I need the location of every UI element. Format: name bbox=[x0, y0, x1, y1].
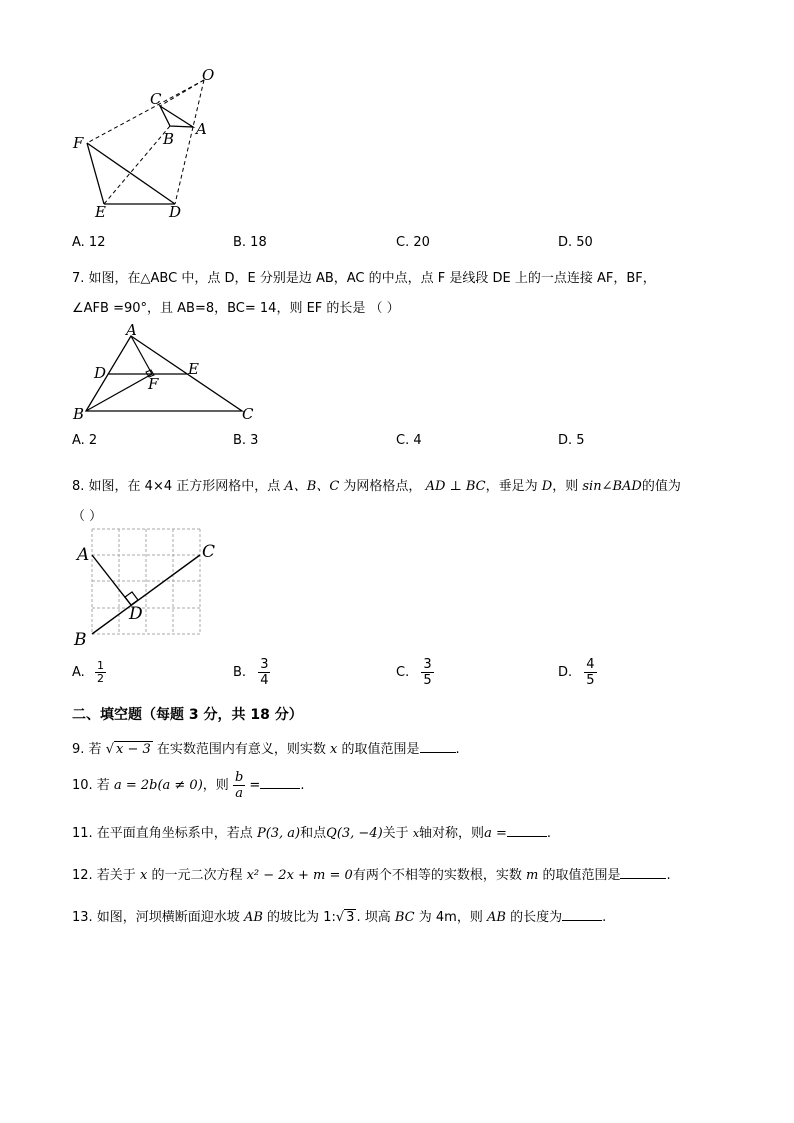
q6-line-FE bbox=[87, 143, 104, 204]
q8-option-d-fraction bbox=[584, 657, 596, 688]
q8-option-b-fraction bbox=[258, 657, 270, 688]
q8-option-c bbox=[396, 657, 434, 688]
q6-label-B: B bbox=[163, 130, 175, 148]
q8-option-a-den: 2 bbox=[96, 672, 104, 685]
q13-sqrt-sign: √ bbox=[335, 910, 345, 925]
q11-text bbox=[72, 822, 551, 841]
q7-option-b: B. 3 bbox=[233, 433, 259, 448]
q10-end: . bbox=[300, 778, 305, 793]
q13-end: . bbox=[602, 910, 607, 925]
q9-answer-blank[interactable] bbox=[420, 752, 456, 753]
q9-sqrt-sign: √ bbox=[105, 742, 114, 757]
q13-value: 4m bbox=[435, 910, 457, 925]
q10-text bbox=[72, 770, 304, 801]
q6-label-D: D bbox=[169, 203, 182, 221]
q8-text-a: 如图，在 4×4 正方形网格中，点 bbox=[88, 479, 281, 494]
q8-points: A、B、C bbox=[284, 479, 340, 494]
q6-label-C: C bbox=[150, 90, 162, 108]
q13-answer-blank[interactable] bbox=[562, 920, 602, 921]
q8-option-d-num: 4 bbox=[586, 657, 595, 672]
q11-end: . bbox=[546, 826, 551, 841]
q13-text-b: . 坝高 bbox=[356, 910, 391, 925]
q13-text bbox=[72, 906, 606, 925]
q10-answer-blank[interactable] bbox=[260, 788, 300, 789]
q12-answer-blank[interactable] bbox=[620, 878, 666, 879]
q6-label-E: E bbox=[95, 203, 106, 221]
q8-point-d: D bbox=[541, 479, 553, 494]
q8-option-c-num: 3 bbox=[423, 657, 432, 672]
q12-text-b: 有两个不相等的实数根，实数 bbox=[352, 868, 522, 883]
q12-var-x: x bbox=[139, 868, 148, 883]
q12-text-c: 的取值范围是 bbox=[542, 868, 621, 883]
q6-line-OF bbox=[87, 80, 204, 143]
q13-text-a: 的坡比为 bbox=[267, 910, 320, 925]
q8-option-d bbox=[558, 657, 597, 688]
q7-line-AF bbox=[131, 336, 152, 374]
q12-number: 12. 若关于 bbox=[72, 868, 136, 883]
q8-option-c-fraction bbox=[421, 657, 433, 688]
q7-label-C: C bbox=[242, 405, 254, 423]
q8-text-e: 的值为 bbox=[641, 479, 681, 494]
q6-line-FD bbox=[87, 143, 175, 204]
q12-end: . bbox=[666, 868, 671, 883]
q11-var-x: x bbox=[412, 827, 420, 840]
q6-line-OD bbox=[175, 127, 193, 204]
q7-label-B: B bbox=[73, 405, 85, 423]
q6-label-O: O bbox=[202, 66, 215, 84]
q8-option-b-den: 4 bbox=[260, 673, 269, 688]
q6-line-BE bbox=[104, 126, 170, 204]
q7-option-d: D. 5 bbox=[558, 433, 585, 448]
q9-end: . bbox=[455, 742, 460, 757]
q8-text-line1 bbox=[72, 475, 681, 494]
q13-text-c: 为 bbox=[418, 910, 432, 925]
q11-text-a: 和点 bbox=[300, 826, 327, 841]
q13-number: 13. 如图，河坝横断面迎水坡 bbox=[72, 910, 240, 925]
q12-var-m: m bbox=[525, 868, 539, 883]
q9-var-x: x bbox=[330, 742, 338, 757]
q10-eq: = bbox=[249, 778, 261, 793]
q7-option-a: A. 2 bbox=[72, 433, 98, 448]
q11-number: 11. 在平面直角坐标系中，若点 bbox=[72, 826, 253, 841]
q10-frac-den: a bbox=[235, 786, 243, 801]
q13-var-ab-2: AB bbox=[486, 910, 506, 925]
q7-label-D: D bbox=[94, 364, 107, 382]
q8-option-b bbox=[233, 657, 270, 688]
q6-label-F: F bbox=[73, 134, 84, 152]
q10-expr: a = 2b(a ≠ 0) bbox=[113, 778, 203, 793]
q11-answer-blank[interactable] bbox=[507, 836, 547, 837]
q7-label-E: E bbox=[188, 360, 199, 378]
section-fill-in-heading: 二、填空题（每题 3 分，共 18 分） bbox=[72, 707, 303, 723]
q9-radicand: x − 3 bbox=[115, 742, 151, 757]
q8-text-c: ，垂足为 bbox=[485, 479, 538, 494]
q6-label-A: A bbox=[196, 120, 207, 138]
q13-ratio: 1: bbox=[323, 910, 336, 925]
q8-option-c-letter: C. bbox=[396, 665, 410, 680]
q13-var-bc: BC bbox=[394, 910, 415, 925]
q11-text-c: 轴对称，则 bbox=[419, 826, 485, 841]
q8-text-line2: （ ） bbox=[72, 509, 103, 524]
q9-text bbox=[72, 738, 460, 757]
q8-option-a-num: 1 bbox=[96, 659, 104, 672]
q8-option-d-den: 5 bbox=[586, 673, 595, 688]
q8-option-b-num: 3 bbox=[260, 657, 269, 672]
q7-label-A: A bbox=[126, 321, 137, 339]
q6-small-triangle bbox=[160, 106, 193, 127]
q8-number: 8. bbox=[72, 479, 85, 494]
q10-fraction bbox=[233, 770, 245, 801]
q6-option-a: A. 12 bbox=[72, 235, 106, 250]
q12-text bbox=[72, 864, 671, 883]
q7-label-F: F bbox=[148, 375, 159, 393]
q9-text-b: 的取值范围是 bbox=[341, 742, 420, 757]
q8-sin-expr: sin∠BAD bbox=[582, 479, 642, 494]
q7-option-c: C. 4 bbox=[396, 433, 422, 448]
q13-text-e: 的长度为 bbox=[510, 910, 563, 925]
q12-text-a: 的一元二次方程 bbox=[151, 868, 243, 883]
q7-text-line2: ∠AFB =90°，且 AB=8，BC= 14，则 EF 的长是 （ ） bbox=[72, 301, 400, 316]
q6-figure bbox=[60, 62, 230, 232]
q8-option-a-fraction bbox=[95, 660, 106, 685]
q8-option-d-letter: D. bbox=[558, 665, 573, 680]
q8-text-d: ，则 bbox=[552, 479, 579, 494]
q8-option-c-den: 5 bbox=[423, 673, 432, 688]
q8-option-a-letter: A. bbox=[72, 665, 85, 680]
q11-text-b: 关于 bbox=[382, 826, 409, 841]
q12-equation: x² − 2x + m = 0 bbox=[246, 868, 353, 883]
q10-text-a: ，则 bbox=[202, 778, 229, 793]
q11-point-q: Q(3, −4) bbox=[326, 826, 383, 841]
q8-label-B: B bbox=[74, 630, 87, 650]
q8-label-C: C bbox=[202, 542, 216, 562]
q8-label-A: A bbox=[77, 545, 90, 565]
q7-text-line1: 7. 如图，在△ABC 中，点 D，E 分别是边 AB，AC 的中点，点 F 是线段 DE 上的一点连接 AF，BF， bbox=[72, 271, 656, 286]
q10-frac-num: b bbox=[234, 770, 244, 785]
q9-text-a: 在实数范围内有意义，则实数 bbox=[156, 742, 326, 757]
q11-var-a: a = bbox=[484, 826, 507, 841]
q6-option-d: D. 50 bbox=[558, 235, 593, 250]
q8-perp-relation: AD ⊥ BC bbox=[425, 479, 486, 494]
q9-number: 9. 若 bbox=[72, 742, 102, 757]
q11-point-p: P(3, a) bbox=[256, 826, 301, 841]
q10-number: 10. 若 bbox=[72, 778, 110, 793]
q6-option-c: C. 20 bbox=[396, 235, 430, 250]
q8-text-b: 为网格格点， bbox=[343, 479, 422, 494]
q8-option-b-letter: B. bbox=[233, 665, 247, 680]
q8-grid bbox=[92, 529, 200, 634]
q8-option-a bbox=[72, 660, 106, 685]
q13-radicand: 3 bbox=[346, 910, 355, 925]
q6-option-b: B. 18 bbox=[233, 235, 267, 250]
q8-label-D: D bbox=[129, 604, 143, 624]
q13-var-ab: AB bbox=[243, 910, 263, 925]
q13-text-d: ，则 bbox=[456, 910, 483, 925]
